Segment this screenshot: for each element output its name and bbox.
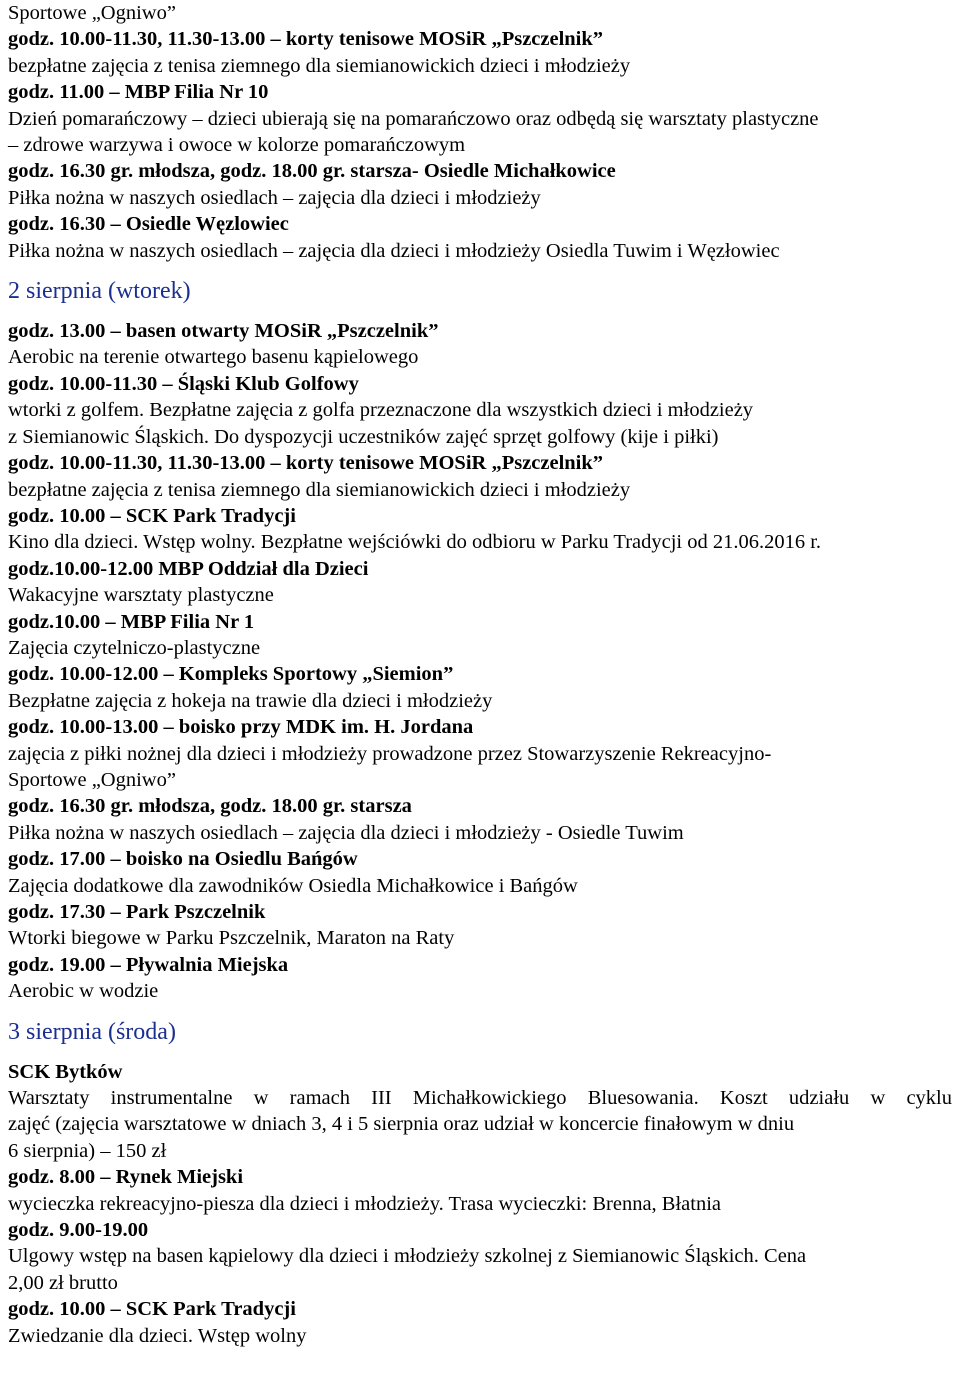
event-title: godz. 10.00-11.30, 11.30-13.00 – korty tenisowe MOSiR „Pszczelnik” [8, 452, 604, 475]
event-description: Wakacyjne warsztaty plastyczne [8, 584, 274, 607]
event-description: Aerobic w wodzie [8, 980, 159, 1003]
event-title: godz. 10.00-11.30, 11.30-13.00 – korty tenisowe MOSiR „Pszczelnik” [8, 28, 604, 51]
event-description: Sportowe „Ogniwo” [8, 768, 176, 791]
event-description: Piłka nożna w naszych osiedlach – zajęcia dla dzieci i młodzieży [8, 186, 541, 209]
event-description: wtorki z golfem. Bezpłatne zajęcia z golfa przeznaczone dla wszystkich dzieci i młodzieży [8, 399, 754, 422]
event-title: godz. 10.00 – SCK Park Tradycji [8, 1298, 296, 1321]
event-description: Piłka nożna w naszych osiedlach – zajęcia dla dzieci i młodzieży Osiedla Tuwim i Węzłowiec [8, 239, 780, 262]
event-title: SCK Bytków [8, 1060, 123, 1083]
event-description: bezpłatne zajęcia z tenisa ziemnego dla siemianowickich dzieci i młodzieży [8, 54, 631, 77]
event-title: godz. 17.30 – Park Pszczelnik [8, 901, 266, 923]
event-description: bezpłatne zajęcia z tenisa ziemnego dla siemianowickich dzieci i młodzieży [8, 478, 631, 501]
event-description: z Siemianowic Śląskich. Do dyspozycji uczestników zajęć sprzęt golfowy (kije i piłki) [8, 425, 719, 448]
event-description: Piłka nożna w naszych osiedlach – zajęcia dla dzieci i młodzieży - Osiedle Tuwim [8, 821, 684, 844]
event-title: godz. 10.00 – SCK Park Tradycji [8, 504, 296, 527]
event-description: Zajęcia czytelniczo-plastyczne [8, 636, 261, 659]
event-title: godz. 19.00 – Pływalnia Miejska [8, 953, 289, 976]
event-description: – zdrowe warzywa i owoce w kolorze pomarańczowym [8, 134, 466, 157]
event-title: godz. 10.00-13.00 – boisko przy MDK im. H. Jordana [8, 716, 474, 739]
event-description: Ulgowy wstęp na basen kąpielowy dla dzieci i młodzieży szkolnej z Siemianowic Śląskich. Cena [8, 1245, 807, 1268]
event-title: godz. 16.30 gr. młodsza, godz. 18.00 gr. starsza [8, 795, 412, 818]
section-heading: 2 sierpnia (wtorek) [8, 278, 191, 305]
event-title: godz.10.00 – MBP Filia Nr 1 [8, 610, 255, 633]
event-title: godz. 16.30 – Osiedle Węzlowiec [8, 213, 289, 236]
event-title: godz. 9.00-19.00 [8, 1219, 149, 1242]
event-title: godz. 10.00-11.30 – Śląski Klub Golfowy [8, 372, 359, 395]
event-title: godz. 13.00 – basen otwarty MOSiR „Pszczelnik” [8, 320, 439, 343]
event-title: godz. 16.30 gr. młodsza, godz. 18.00 gr. starsza- Osiedle Michałkowice [8, 160, 616, 183]
event-title: godz. 8.00 – Rynek Miejski [8, 1166, 244, 1189]
event-title: godz. 11.00 – MBP Filia Nr 10 [8, 81, 269, 104]
event-description: 2,00 zł brutto [8, 1271, 118, 1294]
event-description: 6 sierpnia) – 150 zł [8, 1139, 167, 1162]
event-description: Zwiedzanie dla dzieci. Wstęp wolny [8, 1324, 307, 1347]
section-heading: 3 sierpnia (środa) [8, 1018, 176, 1045]
event-description: zajęcia z piłki nożnej dla dzieci i młodzieży prowadzone przez Stowarzyszenie Rekreacyjno- [8, 742, 772, 765]
event-description: Dzień pomarańczowy – dzieci ubierają się na pomarańczowo oraz odbędą się warsztaty plastyczne [8, 107, 819, 130]
event-description: Zajęcia dodatkowe dla zawodników Osiedla Michałkowice i Bańgów [8, 874, 578, 897]
event-description: Wtorki biegowe w Parku Pszczelnik, Maraton na Raty [8, 927, 455, 950]
event-description: Sportowe „Ogniwo” [8, 2, 176, 24]
event-title: godz.10.00-12.00 MBP Oddział dla Dzieci [8, 557, 369, 580]
event-description: Bezpłatne zajęcia z hokeja na trawie dla dzieci i młodzieży [8, 689, 493, 712]
event-title: godz. 10.00-12.00 – Kompleks Sportowy „Siemion” [8, 663, 454, 686]
event-description: wycieczka rekreacyjno-piesza dla dzieci i młodzieży. Trasa wycieczki: Brenna, Błatnia [8, 1192, 722, 1215]
event-title: godz. 17.00 – boisko na Osiedlu Bańgów [8, 848, 358, 871]
event-description: zajęć (zajęcia warsztatowe w dniach 3, 4 i 5 sierpnia oraz udział w koncercie finałowym w dniu [8, 1113, 795, 1136]
event-description: Kino dla dzieci. Wstęp wolny. Bezpłatne wejściówki do odbioru w Parku Tradycji od 21.06.2016 r. [8, 531, 822, 554]
event-description: Warsztaty instrumentalne w ramach III Michałkowickiego Bluesowania. Koszt udziału w cyklu [8, 1087, 952, 1110]
event-description: Aerobic na terenie otwartego basenu kąpielowego [8, 346, 419, 369]
